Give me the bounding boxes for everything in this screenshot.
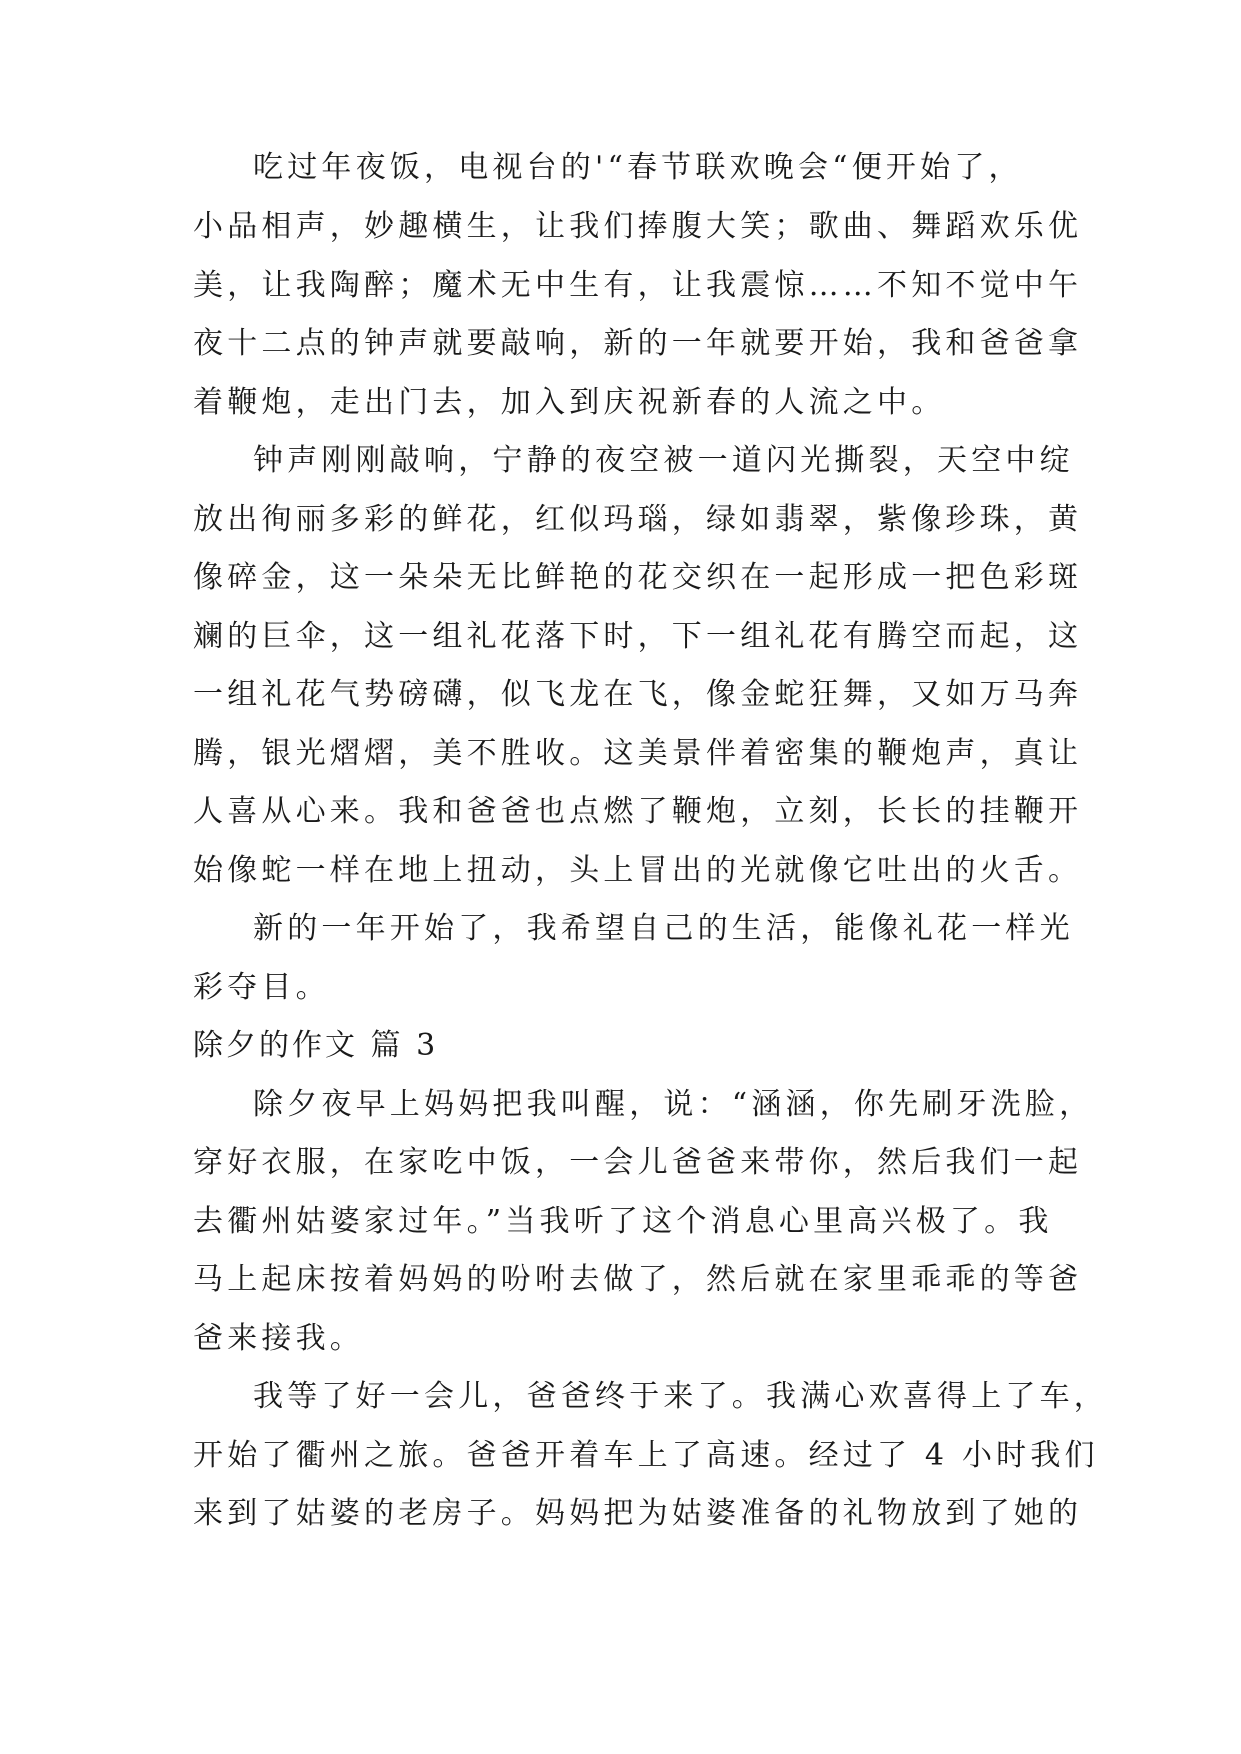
paragraph-1-line-3: 美，让我陶醉；魔术无中生有，让我震惊……不知不觉中午 [193,268,1083,303]
paragraph-4-line-1: 除夕夜早上妈妈把我叫醒，说：“涵涵，你先刷牙洗脸， [253,1087,1094,1122]
paragraph-1-line-4: 夜十二点的钟声就要敲响，新的一年就要开始，我和爸爸拿 [193,326,1083,361]
paragraph-4-line-2: 穿好衣服，在家吃中饭，一会儿爸爸来带你，然后我们一起 [193,1145,1083,1180]
paragraph-4-line-5: 爸来接我。 [193,1321,364,1356]
paragraph-4-line-4: 马上起床按着妈妈的吩咐去做了，然后就在家里乖乖的等爸 [193,1262,1083,1297]
paragraph-3-line-2: 彩夺目。 [193,970,330,1005]
paragraph-2-line-7: 人喜从心来。我和爸爸也点燃了鞭炮，立刻，长长的挂鞭开 [193,794,1083,829]
paragraph-5-line-2: 开始了衢州之旅。爸爸开着车上了高速。经过了 4 小时我们 [193,1438,1099,1473]
paragraph-2-line-4: 斓的巨伞，这一组礼花落下时，下一组礼花有腾空而起，这 [193,619,1083,654]
paragraph-4-line-3: 去衢州姑婆家过年。”当我听了这个消息心里高兴极了。我 [193,1204,1053,1239]
paragraph-2-line-8: 始像蛇一样在地上扭动，头上冒出的光就像它吐出的火舌。 [193,853,1083,888]
paragraph-2-line-2: 放出徇丽多彩的鲜花，红似玛瑙，绿如翡翠，紫像珍珠，黄 [193,502,1083,537]
paragraph-1-line-5: 着鞭炮，走出门去，加入到庆祝新春的人流之中。 [193,385,946,420]
paragraph-1-line-2: 小品相声，妙趣横生，让我们捧腹大笑；歌曲、舞蹈欢乐优 [193,209,1083,244]
section-heading: 除夕的作文 篇 3 [193,1028,439,1063]
paragraph-5-line-3: 来到了姑婆的老房子。妈妈把为姑婆准备的礼物放到了她的 [193,1496,1083,1531]
paragraph-2-line-1: 钟声刚刚敲响，宁静的夜空被一道闪光撕裂，天空中绽 [253,443,1074,478]
paragraph-1-line-1: 吃过年夜饭，电视台的'“春节联欢晚会“便开始了， [253,150,1023,185]
paragraph-5-line-1: 我等了好一会儿，爸爸终于来了。我满心欢喜得上了车， [253,1379,1108,1414]
paragraph-2-line-5: 一组礼花气势磅礴，似飞龙在飞，像金蛇狂舞，又如万马奔 [193,677,1083,712]
paragraph-2-line-6: 腾，银光熠熠，美不胜收。这美景伴着密集的鞭炮声，真让 [193,736,1083,771]
paragraph-3-line-1: 新的一年开始了，我希望自己的生活，能像礼花一样光 [253,911,1074,946]
paragraph-2-line-3: 像碎金，这一朵朵无比鲜艳的花交织在一起形成一把色彩斑 [193,560,1083,595]
